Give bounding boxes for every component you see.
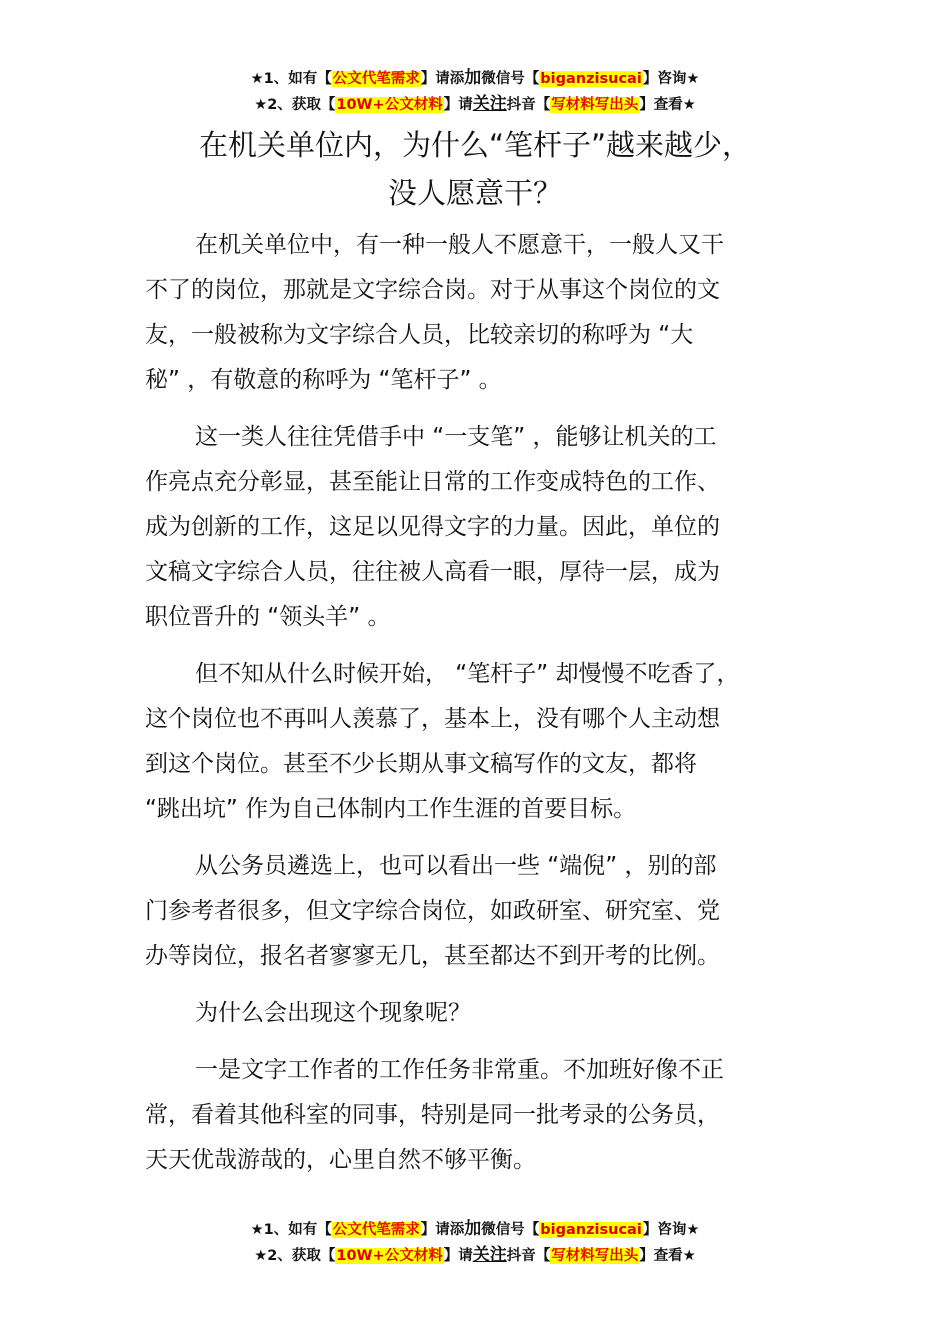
title-line-1: 在机关单位内，为什么“笔杆子”越来越少， [198, 128, 752, 162]
promo-emphasis: 加 [464, 68, 482, 88]
promo-line-2 [0, 1243, 950, 1269]
title-line-2: 没人愿意干？ [387, 176, 562, 210]
promo-text: ★1、如有【 [250, 71, 332, 87]
paragraph [145, 991, 805, 1036]
promo-douyin-name: 写材料写出头 [551, 1248, 639, 1264]
promo-text: 】请添 [420, 1222, 465, 1238]
promo-highlight: 公文代笔需求 [332, 71, 420, 87]
promo-line-2 [0, 92, 950, 118]
promo-header [0, 66, 950, 118]
paragraph-line: 成为创新的工作，这足以见得文字的力量。因此，单位的 [145, 514, 720, 540]
promo-highlight: 10W+公文材料 [336, 97, 443, 113]
paragraph-line: 友，一般被称为文字综合人员，比较亲切的称呼为 “大 [145, 322, 694, 348]
promo-highlight: 10W+公文材料 [336, 1248, 443, 1264]
paragraph-line: 门参考者很多，但文字综合岗位，如政研室、研究室、党 [145, 898, 720, 924]
promo-douyin-name: 写材料写出头 [551, 97, 639, 113]
paragraph-line: 这个岗位也不再叫人羡慕了，基本上，没有哪个人主动想 [145, 706, 720, 732]
paragraph [145, 652, 805, 832]
paragraph-line: 天天优哉游哉的，心里自然不够平衡。 [145, 1147, 536, 1173]
paragraph [145, 1048, 805, 1183]
article-body [145, 223, 805, 1195]
promo-text: 】查看★ [639, 1248, 696, 1264]
promo-text: 抖音【 [506, 1248, 551, 1264]
promo-text: 抖音【 [506, 97, 551, 113]
paragraph-line: 在机关单位中，有一种一般人不愿意干，一般人又干 [195, 232, 724, 258]
paragraph-line: 办等岗位，报名者寥寥无几，甚至都达不到开考的比例。 [145, 943, 720, 969]
promo-text: ★2、获取【 [254, 1248, 336, 1264]
paragraph-line: 但不知从什么时候开始， “笔杆子” 却慢慢不吃香了， [195, 661, 740, 687]
promo-text: 微信号【 [481, 71, 540, 87]
paragraph [145, 415, 805, 640]
paragraph-line: 一是文字工作者的工作任务非常重。不加班好像不正 [195, 1057, 724, 1083]
promo-line-1 [0, 1217, 950, 1243]
promo-wechat-id: biganzisucai [540, 1222, 642, 1238]
promo-highlight: 公文代笔需求 [332, 1222, 420, 1238]
promo-footer [0, 1217, 950, 1269]
promo-text: 】请 [443, 1248, 473, 1264]
promo-text: ★2、获取【 [254, 97, 336, 113]
promo-wechat-id: biganzisucai [540, 71, 642, 87]
paragraph-line: 秘” ，有敬意的称呼为 “笔杆子” 。 [145, 367, 502, 393]
paragraph [145, 223, 805, 403]
paragraph-line: 职位晋升的 “领头羊” 。 [145, 604, 391, 630]
promo-line-1 [0, 66, 950, 92]
article-title [145, 121, 805, 217]
paragraph-line: 为什么会出现这个现象呢？ [195, 1000, 471, 1026]
promo-text: ★1、如有【 [250, 1222, 332, 1238]
promo-text: 】咨询★ [642, 1222, 700, 1238]
paragraph [145, 844, 805, 979]
paragraph-line: “跳出坑” 作为自己体制内工作生涯的首要目标。 [145, 796, 637, 822]
paragraph-line: 这一类人往往凭借手中 “一支笔” ，能够让机关的工 [195, 424, 717, 450]
promo-text: 微信号【 [481, 1222, 540, 1238]
promo-text: 】咨询★ [642, 71, 700, 87]
promo-emphasis: 关注 [472, 1245, 507, 1265]
promo-emphasis: 加 [464, 1219, 482, 1239]
paragraph-line: 不了的岗位，那就是文字综合岗。对于从事这个岗位的文 [145, 277, 720, 303]
paragraph-line: 文稿文字综合人员，往往被人高看一眼，厚待一层，成为 [145, 559, 720, 585]
paragraph-line: 从公务员遴选上，也可以看出一些 “端倪” ，别的部 [195, 853, 717, 879]
promo-text: 】请添 [420, 71, 465, 87]
promo-text: 】请 [443, 97, 473, 113]
paragraph-line: 作亮点充分彰显，甚至能让日常的工作变成特色的工作、 [145, 469, 720, 495]
promo-emphasis: 关注 [472, 94, 507, 114]
promo-text: 】查看★ [639, 97, 696, 113]
paragraph-line: 到这个岗位。甚至不少长期从事文稿写作的文友，都将 [145, 751, 697, 777]
paragraph-line: 常，看着其他科室的同事，特别是同一批考录的公务员， [145, 1102, 720, 1128]
